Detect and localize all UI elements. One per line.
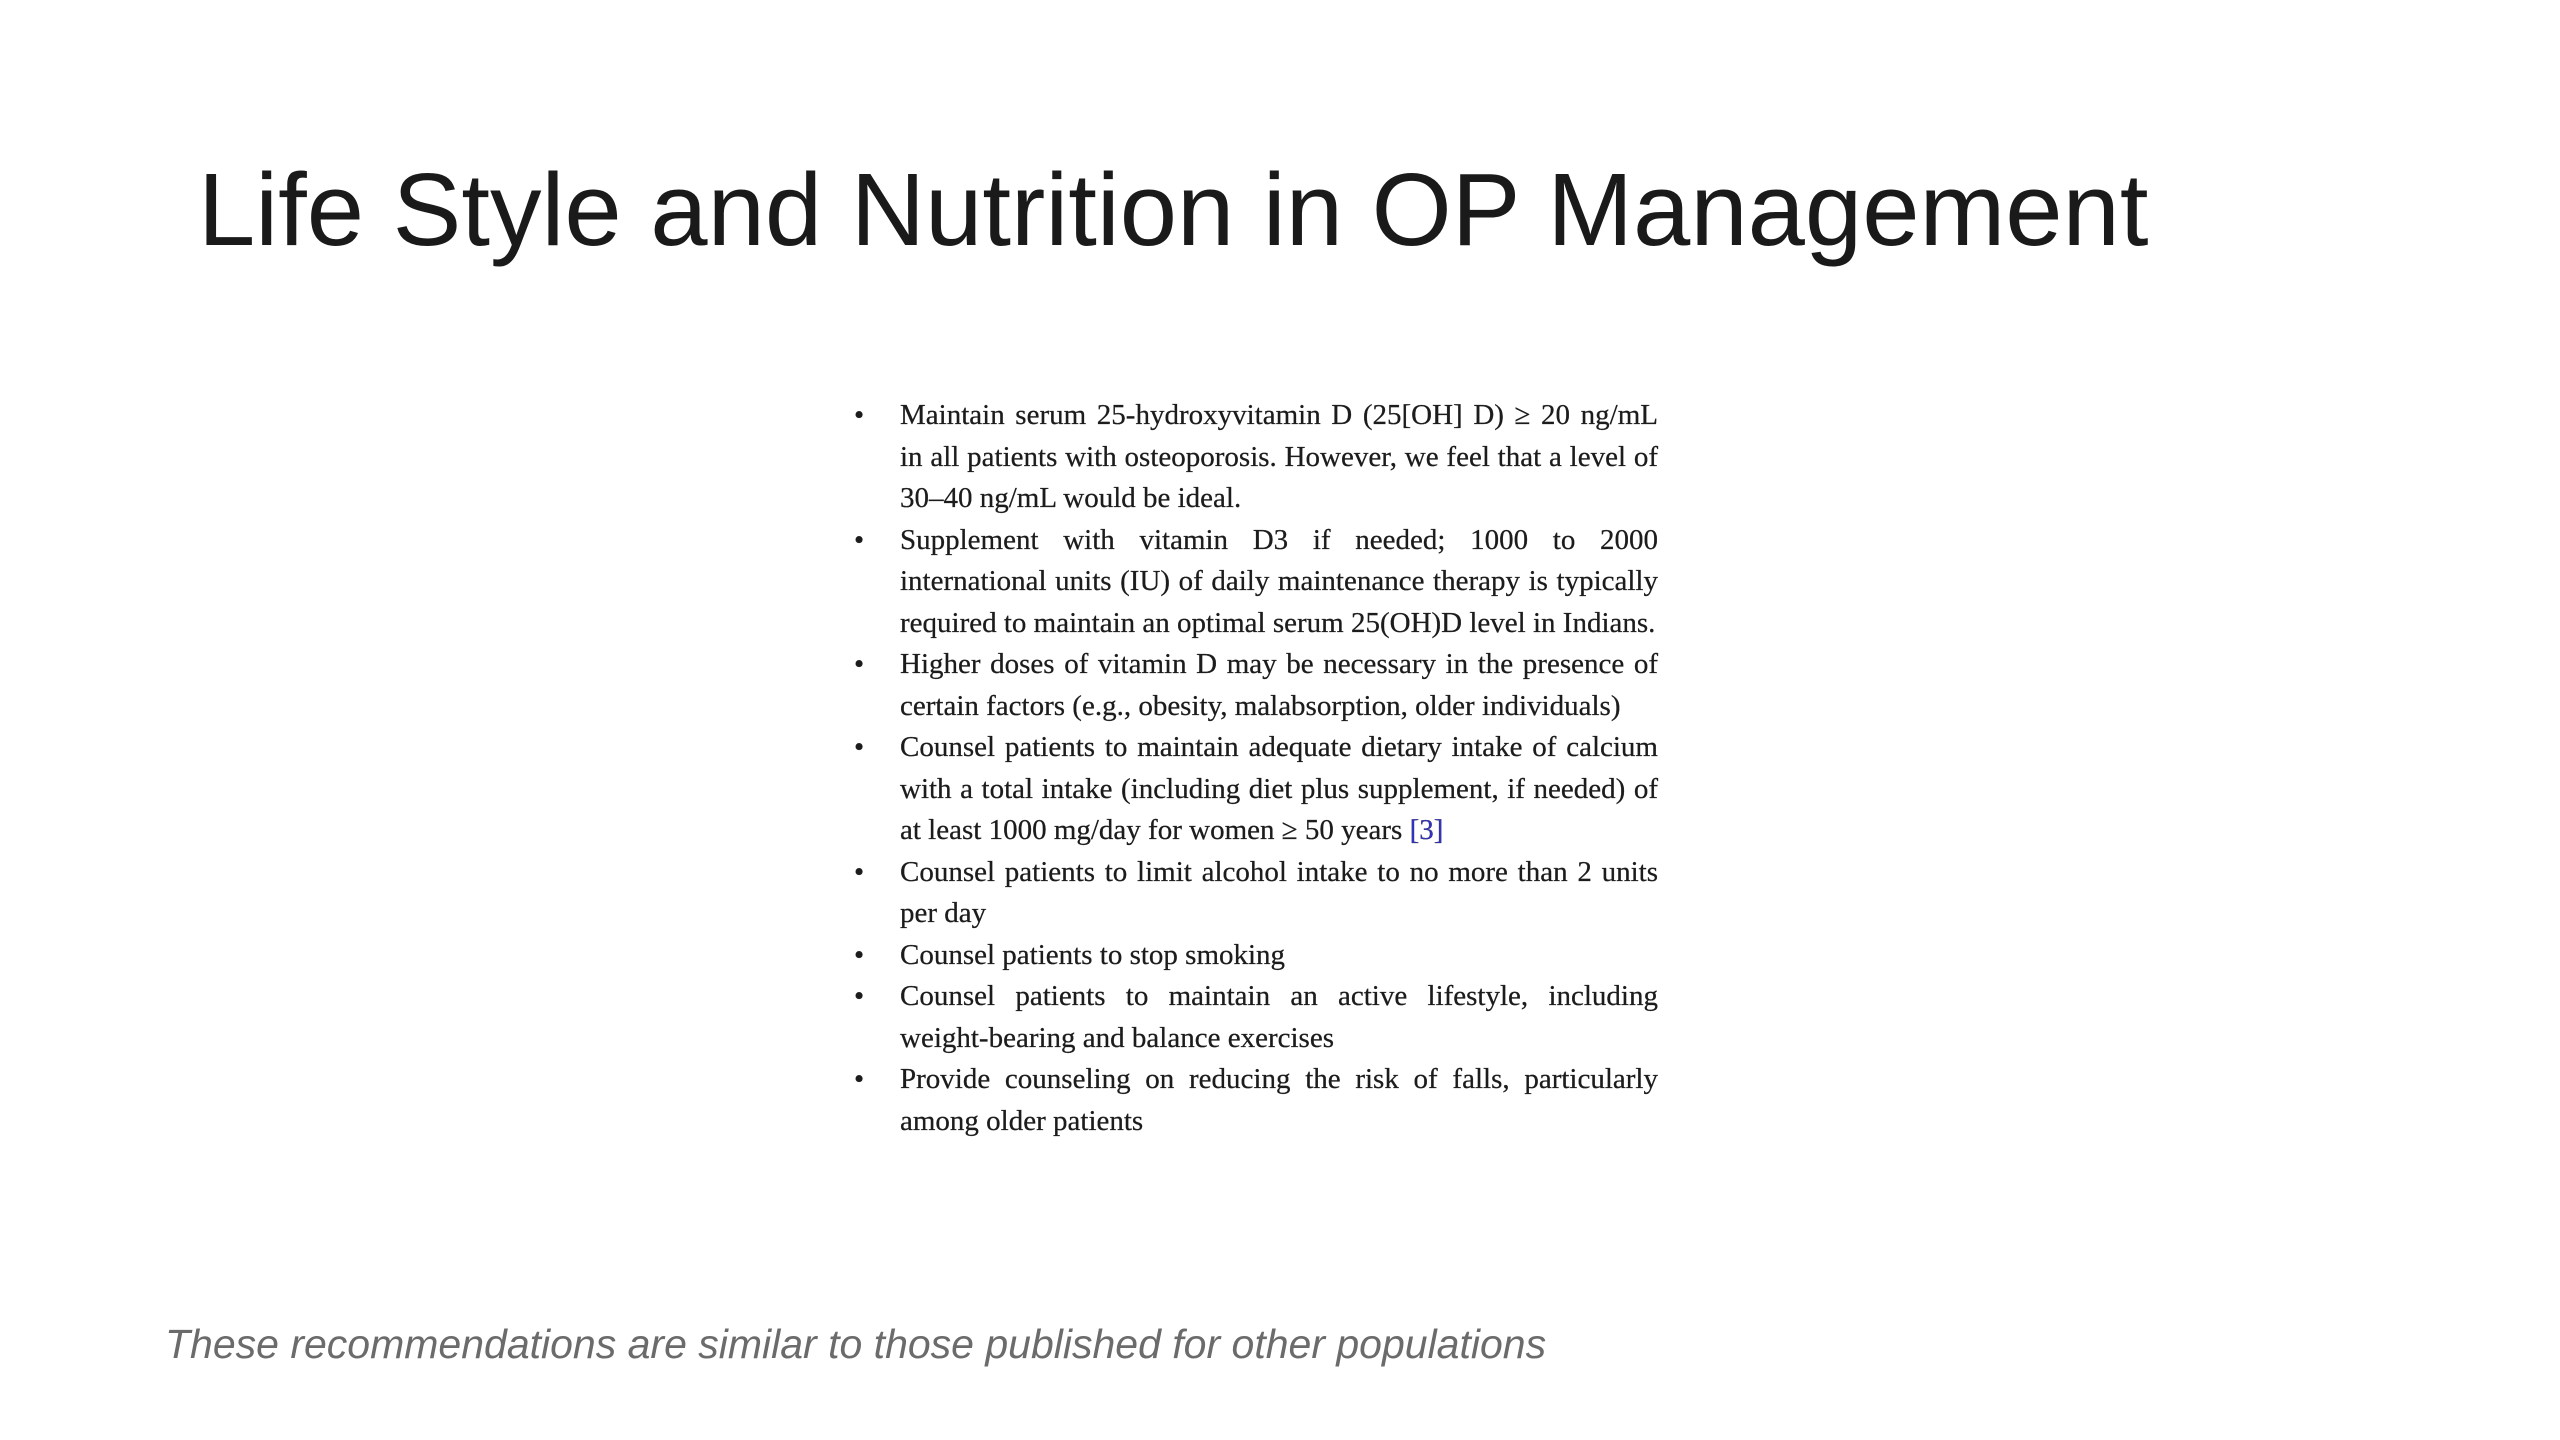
recommendation-item — [848, 520, 1658, 645]
recommendation-text: Provide counseling on reducing the risk of falls, particularly among older patients — [900, 1063, 1658, 1137]
recommendation-item — [848, 935, 1658, 977]
bullet-icon: • — [854, 731, 865, 763]
slide-title: Life Style and Nutrition in OP Management — [198, 152, 2149, 267]
footnote: These recommendations are similar to those published for other populations — [165, 1321, 1547, 1367]
recommendation-text: Counsel patients to maintain an active lifestyle, including weight-bearing and balance exercises — [900, 980, 1658, 1054]
recommendations-figure — [848, 395, 1658, 1142]
recommendation-item — [848, 395, 1658, 520]
bullet-icon: • — [854, 1063, 865, 1095]
recommendation-item — [848, 1059, 1658, 1142]
recommendation-item — [848, 852, 1658, 935]
recommendation-text: Counsel patients to stop smoking — [900, 938, 1286, 971]
recommendation-item — [848, 727, 1658, 852]
bullet-icon: • — [854, 648, 865, 680]
recommendation-item — [848, 644, 1658, 727]
bullet-icon: • — [854, 980, 865, 1012]
bullet-icon: • — [854, 399, 865, 431]
recommendation-text: Maintain serum 25-hydroxyvitamin D (25[OH] D) ≥ 20 ng/mL in all patients with osteoporosis. However, we feel that a level of 30–40 ng/mL would be ideal. — [900, 399, 1658, 514]
recommendation-text: Counsel patients to limit alcohol intake to no more than 2 units per day — [900, 855, 1658, 929]
citation-link[interactable]: [3] — [1409, 814, 1444, 846]
bullet-icon: • — [854, 855, 865, 888]
recommendation-item — [848, 976, 1658, 1059]
bullet-icon: • — [854, 938, 865, 971]
recommendation-text: Higher doses of vitamin D may be necessary in the presence of certain factors (e.g., obesity, malabsorption, older individuals) — [900, 648, 1658, 722]
recommendation-text: Counsel patients to maintain adequate dietary intake of calcium with a total intake (including diet plus supplement, if needed) of at least 1000 mg/day for women ≥ 50 years — [900, 731, 1658, 846]
bullet-icon: • — [854, 523, 865, 556]
recommendations-list — [848, 395, 1658, 1142]
recommendation-text: Supplement with vitamin D3 if needed; 1000 to 2000 international units (IU) of daily maintenance therapy is typically required to maintain an optimal serum 25(OH)D level in Indians. — [900, 523, 1658, 639]
